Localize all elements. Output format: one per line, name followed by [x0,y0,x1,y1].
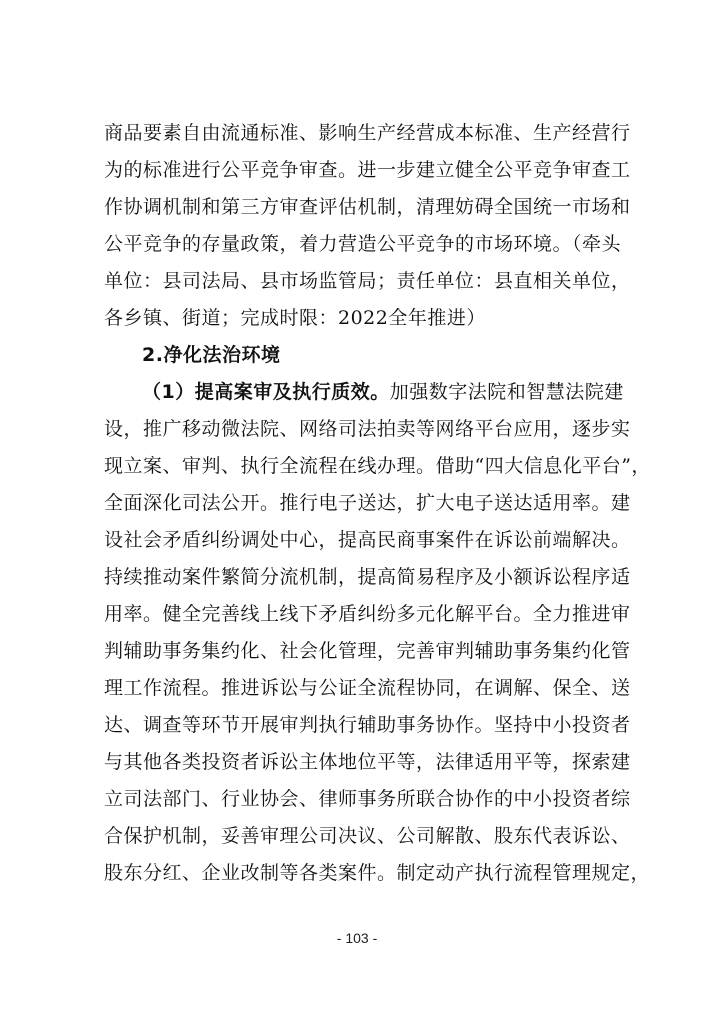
text-line: 合保护机制，妥善审理公司决议、公司解散、股东代表诉讼、 [104,825,631,847]
text-line: 各乡镇、街道；完成时限：2022全年推进） [104,307,486,329]
text-line: 为的标准进行公平竞争审查。进一步建立健全公平竞争审查工 [104,159,631,181]
text-line: 立司法部门、行业协会、律师事务所联合协作的中小投资者综 [104,788,631,810]
text-line: 作协调机制和第三方审查评估机制，清理妨碍全国统一市场和 [104,196,631,218]
text-line: 理工作流程。推进诉讼与公证全流程协同，在调解、保全、送 [104,677,631,699]
page-number: - 103 - [336,930,378,946]
text-line: 单位：县司法局、县市场监管局；责任单位：县直相关单位， [104,270,631,292]
text-line: 用率。健全完善线上线下矛盾纠纷多元化解平台。全力推进审 [104,603,631,625]
text-line: 公平竞争的存量政策，着力营造公平竞争的市场环境。（牵头 [104,233,622,255]
text-line: 持续推动案件繁简分流机制，提高简易程序及小额诉讼程序适 [104,566,631,588]
text-line: 现立案、审判、执行全流程在线办理。借助“四大信息化平台”， [104,455,651,477]
text-line: 商品要素自由流通标准、影响生产经营成本标准、生产经营行 [104,122,631,144]
text-line-first [104,374,624,411]
text-line: 判辅助事务集约化、社会化管理，完善审判辅助事务集约化管 [104,640,631,662]
text-line: 股东分红、企业改制等各类案件。制定动产执行流程管理规定， [104,862,651,884]
paragraph-fair-competition [104,115,631,337]
text-line: 设社会矛盾纠纷调处中心，提高民商事案件在诉讼前端解决。 [104,529,631,551]
section-heading: 2.净化法治环境 [142,344,281,366]
text-line: 达、调查等环节开展审判执行辅助事务协作。坚持中小投资者 [104,714,631,736]
text-line: 设，推广移动微法院、网络司法拍卖等网络平台应用，逐步实 [104,418,631,440]
paragraph-lead-rest: 加强数字法院和智慧法院建 [389,381,624,403]
text-line: 全面深化司法公开。推行电子送达，扩大电子送达适用率。建 [104,492,631,514]
paragraph-judicial-efficiency [104,374,651,892]
text-line: 与其他各类投资者诉讼主体地位平等，法律适用平等，探索建 [104,751,631,773]
paragraph-lead: （1）提高案审及执行质效。 [142,381,390,403]
